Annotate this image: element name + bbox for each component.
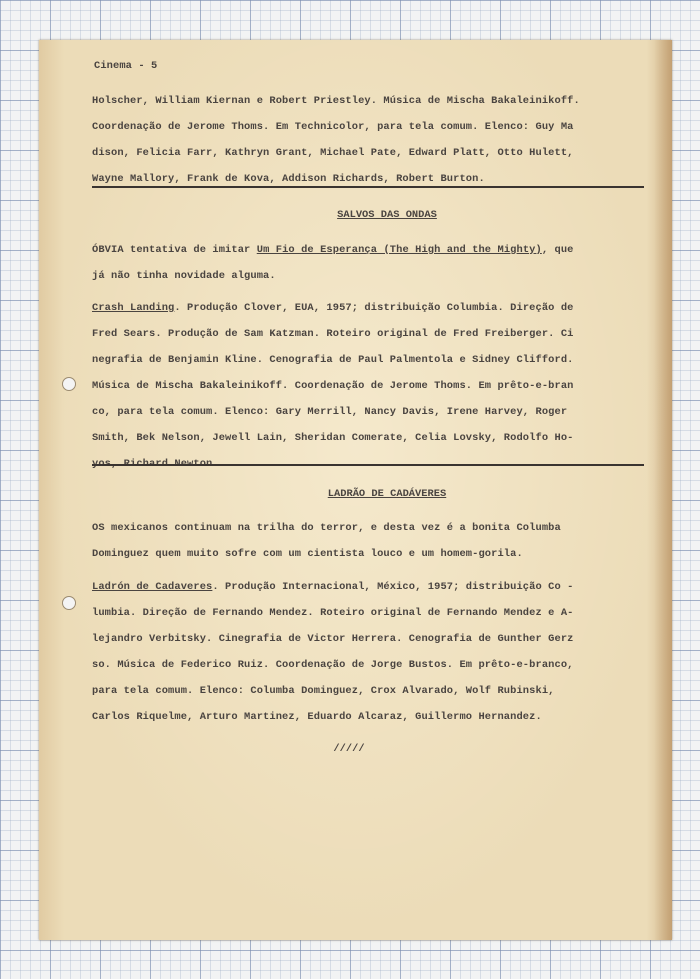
text-line [92,574,682,600]
end-mark: ///// [333,743,365,755]
section-divider [92,464,644,466]
text-line: dison, Felicia Farr, Kathryn Grant, Michael Pate, Edward Platt, Otto Hulett, [92,147,574,159]
text-segment: . Produção Clover, EUA, 1957; distribuição Columbia. Direção de [174,302,574,314]
text-line: Fred Sears. Produção de Sam Katzman. Roteiro original de Fred Freiberger. Ci [92,328,574,340]
section-heading-salvos [92,208,682,222]
section-divider [92,186,644,188]
heading-text: LADRÃO DE CADÁVERES [327,488,447,500]
paragraph-crash-landing-credits [92,295,682,477]
film-title: Ladrón de Cadaveres [92,581,213,593]
text-line: lejandro Verbitsky. Cinegrafia de Victor Herrera. Cenografia de Gunther Gerz [92,633,574,645]
text-line: Coordenação de Jerome Thoms. Em Technicolor, para tela comum. Elenco: Guy Ma [92,121,574,133]
film-title: Crash Landing [92,302,175,314]
text-line: so. Música de Federico Ruiz. Coordenação de Jorge Bustos. Em prêto-e-branco, [92,659,574,671]
text-line: Holscher, William Kiernan e Robert Priestley. Música de Mischa Bakaleinikoff. [92,95,580,107]
text-line [92,295,682,321]
paragraph-ladron-credits [92,574,682,730]
punch-hole [62,377,76,391]
text-line [92,237,682,263]
film-title-reference: Um Fio de Esperança (The High and the Mighty) [256,244,542,256]
text-line: OS mexicanos continuam na trilha do terror, e desta vez é a bonita Columba [92,522,561,534]
heading-text: SALVOS DAS ONDAS [337,209,437,221]
paragraph-salvos-intro [92,237,682,289]
text-line: para tela comum. Elenco: Columba Dominguez, Crox Alvarado, Wolf Rubinski, [92,685,555,697]
page-header: Cinema - 5 [94,60,158,72]
text-segment: , que [541,244,574,256]
text-line: Música de Mischa Bakaleinikoff. Coordenação de Jerome Thoms. Em prêto-e-bran [92,380,574,392]
text-line: Dominguez quem muito sofre com um cientista louco e um homem-gorila. [92,548,523,560]
text-segment: ÓBVIA tentativa de imitar [92,244,257,256]
section-heading-ladrao [92,487,682,501]
punch-hole [62,596,76,610]
document-page [39,40,672,940]
text-line: Smith, Bek Nelson, Jewell Lain, Sheridan Comerate, Celia Lovsky, Rodolfo Ho- [92,432,574,444]
text-line: Carlos Riquelme, Arturo Martinez, Eduardo Alcaraz, Guillermo Hernandez. [92,711,542,723]
text-line: já não tinha novidade alguma. [92,270,276,282]
text-line: negrafia de Benjamin Kline. Cenografia de Paul Palmentola e Sidney Clifford. [92,354,574,366]
text-line: lumbia. Direção de Fernando Mendez. Roteiro original de Fernando Mendez e A- [92,607,574,619]
text-line: Wayne Mallory, Frank de Kova, Addison Richards, Robert Burton. [92,173,485,185]
text-line: co, para tela comum. Elenco: Gary Merrill, Nancy Davis, Irene Harvey, Roger [92,406,568,418]
paragraph-ladrao-intro [92,515,682,567]
paragraph-credits-continued [92,88,682,192]
text-line: yos, Richard Newton. [92,458,219,470]
text-segment: . Produção Internacional, México, 1957; distribuição Co - [212,581,574,593]
